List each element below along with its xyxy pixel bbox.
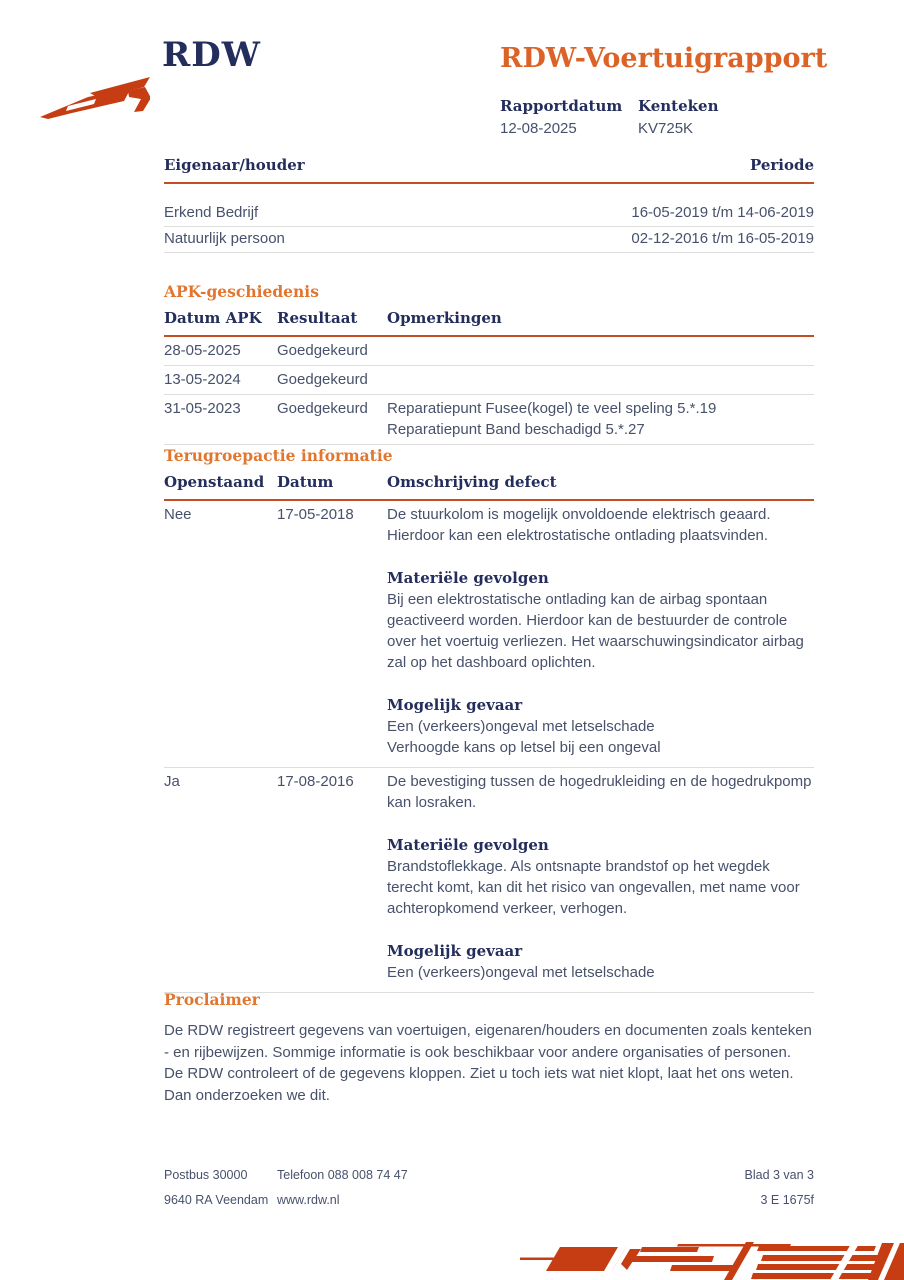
recall-section [164, 445, 814, 993]
danger-line: Een (verkeers)ongeval met letselschade [387, 964, 655, 981]
owner-section [164, 155, 814, 253]
footer-address-line2: 9640 RA Veendam [164, 1193, 269, 1207]
column-header: Datum APK [164, 309, 262, 327]
owner-period: 02-12-2016 t/m 16-05-2019 [631, 230, 814, 247]
column-header: Omschrijving defect [387, 473, 557, 491]
danger-line: Verhoogde kans op letsel bij een ongeval [387, 739, 661, 756]
report-date-label: Rapportdatum [500, 97, 623, 115]
page-footer [164, 1168, 814, 1218]
apk-remarks [387, 369, 814, 390]
footer-address-line1: Postbus 30000 [164, 1168, 248, 1182]
proclaimer-text: De RDW registreert gegevens van voertuigen, eigenaren/houders en documenten zoals kenteken - en rijbewijzen. Sommige informatie is ook beschikbaar voor andere organisaties of personen. De RDW controleert of de gegevens kloppen. Ziet u toch iets wat niet klopt, laat het ons weten. Dan onderzoeken we dit. [164, 1022, 812, 1104]
danger-label: Mogelijk gevaar [387, 696, 523, 714]
defect-text: De stuurkolom is mogelijk onvoldoende elektrisch geaard. Hierdoor kan een elektrostatische ontlading plaatsvinden. [387, 506, 771, 544]
recall-description [387, 771, 814, 988]
apk-result: Goedgekeurd [277, 400, 368, 417]
recall-date: 17-08-2016 [277, 773, 354, 790]
table-row [164, 227, 814, 253]
apk-result: Goedgekeurd [277, 371, 368, 388]
danger-label: Mogelijk gevaar [387, 942, 523, 960]
apk-section-title: APK-geschiedenis [164, 282, 319, 301]
owner-table-body [164, 184, 814, 253]
table-row [164, 366, 814, 395]
recall-section-title: Terugroepactie informatie [164, 446, 393, 465]
form-code: 3 E 1675f [760, 1193, 814, 1207]
table-row [164, 201, 814, 227]
footer-row [164, 1193, 814, 1207]
owner-name: Natuurlijk persoon [164, 230, 285, 247]
recall-open: Nee [164, 506, 192, 523]
apk-table-header [164, 308, 814, 337]
apk-result: Goedgekeurd [277, 342, 368, 359]
proclaimer-title: Proclaimer [164, 990, 260, 1009]
column-header: Opmerkingen [387, 309, 502, 327]
column-header: Datum [277, 473, 334, 491]
recall-open: Ja [164, 773, 180, 790]
footer-website: www.rdw.nl [277, 1193, 340, 1207]
table-row [164, 337, 814, 366]
column-header: Resultaat [277, 309, 358, 327]
apk-remarks [387, 398, 814, 440]
license-plate-value: KV725K [638, 120, 694, 137]
consequences-label: Materiële gevolgen [387, 569, 549, 587]
rdw-wing-icon [38, 76, 150, 120]
page-title: RDW-Voertuigrapport [500, 43, 828, 74]
apk-remarks [387, 340, 814, 361]
proclaimer-section [164, 989, 814, 1106]
footer-phone: Telefoon 088 008 74 47 [277, 1168, 408, 1182]
apk-remark-line: Reparatiepunt Band beschadigd 5.*.27 [387, 421, 645, 438]
apk-remark-line: Reparatiepunt Fusee(kogel) te veel speling 5.*.19 [387, 400, 717, 417]
recall-date: 17-05-2018 [277, 506, 354, 523]
apk-date: 28-05-2025 [164, 342, 241, 359]
period-column-label: Periode [749, 156, 814, 174]
report-date-value: 12-08-2025 [500, 120, 577, 137]
footer-row [164, 1168, 814, 1182]
recall-table-header [164, 472, 814, 501]
defect-text: De bevestiging tussen de hogedrukleiding en de hogedrukpomp kan losraken. [387, 773, 812, 811]
consequences-label: Materiële gevolgen [387, 836, 549, 854]
column-header: Openstaand [164, 473, 265, 491]
owner-period: 16-05-2019 t/m 14-06-2019 [631, 204, 814, 221]
license-label: Kenteken [638, 97, 719, 115]
speed-stripes-graphic [500, 1225, 904, 1280]
page-indicator: Blad 3 van 3 [744, 1168, 814, 1182]
owner-section-title: Eigenaar/houder [164, 156, 305, 174]
recall-description [387, 504, 814, 763]
consequences-text: Brandstoflekkage. Als ontsnapte brandstof op het wegdek terecht komt, kan dit het risico van ongevallen, met name voor achteropkomend verkeer, verhogen. [387, 858, 800, 917]
consequences-text: Bij een elektrostatische ontlading kan de airbag spontaan geactiveerd worden. Hierdoor kan de bestuurder de controle over het voertuig verliezen. Het waarschuwingsindicator airbag zal op het dashboard oplichten. [387, 591, 804, 671]
apk-section [164, 281, 814, 445]
table-row [164, 768, 814, 993]
apk-date: 31-05-2023 [164, 400, 241, 417]
owner-table-header [164, 155, 814, 184]
report-meta [500, 96, 718, 139]
table-row [164, 501, 814, 768]
rdw-logo-text: RDW [162, 35, 261, 75]
apk-date: 13-05-2024 [164, 371, 241, 388]
table-row [164, 395, 814, 445]
danger-line: Een (verkeers)ongeval met letselschade [387, 718, 655, 735]
owner-name: Erkend Bedrijf [164, 204, 259, 221]
